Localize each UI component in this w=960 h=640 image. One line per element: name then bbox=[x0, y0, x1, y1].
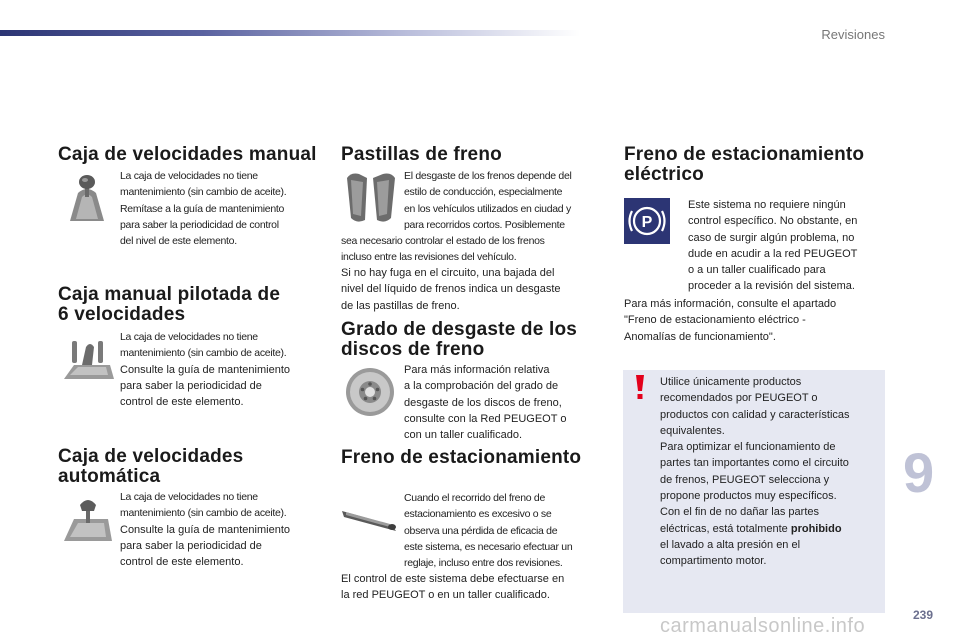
heading-manual-gearbox: Caja de velocidades manual bbox=[58, 144, 317, 165]
automatic-gearbox-text: La caja de velocidades no tiene mantenimiento (sin cambio de aceite). Consulte la guía de mantenimiento para saber la periodicidad de control de este elemento. bbox=[120, 491, 290, 569]
manual-gear-lever-icon bbox=[62, 173, 112, 225]
manual-gearbox-text: La caja de velocidades no tiene mantenimiento (sin cambio de aceite). Remítase a la guía de mantenimiento para saber la periodicidad de control del nivel de este elemento. bbox=[120, 170, 287, 248]
electric-parking-brake-text: Este sistema no requiere ningún control específico. No obstante, en caso de surgir algún problema, no dude en acudir a la red PEUGEOT o a un taller cualificado para proceder a la revisión del sistema. bbox=[688, 199, 858, 293]
automatic-gear-lever-icon bbox=[60, 493, 114, 545]
electric-parking-brake-icon bbox=[624, 198, 670, 244]
warning-text: Utilice únicamente productos recomendados por PEUGEOT o productos con calidad y características equivalentes. Para optimizar el funcionamiento de partes tan importantes como el circuito de frenos, PEUGEOT selecciona y propone productos muy específicos. Con el fin de no dañar las partes eléctricas, está totalmente prohibido el lavado a alta presión en el compartimento motor. bbox=[660, 376, 850, 568]
electric-parking-brake-more-info: Para más información, consulte el apartado "Freno de estacionamiento eléctrico - Anomalías de funcionamiento". bbox=[624, 298, 837, 343]
heading-brake-discs: Grado de desgaste de los discos de freno bbox=[341, 319, 578, 360]
heading-electric-parking-brake: Freno de estacionamiento eléctrico bbox=[624, 144, 865, 185]
page-number: 239 bbox=[913, 608, 934, 622]
pilotada-gear-lever-icon bbox=[60, 335, 116, 383]
section-title: Revisiones bbox=[821, 27, 885, 42]
exclamation-warning-icon bbox=[633, 374, 647, 400]
prohibited-emphasis: prohibido bbox=[790, 522, 842, 535]
brake-discs-text: Para más información relativa a la comprobación del grado de desgaste de los discos de freno, consulte con la Red PEUGEOT o con un taller cualificado. bbox=[404, 364, 567, 442]
watermark: carmanualsonline.info bbox=[660, 615, 866, 637]
parking-brake-text: Cuando el recorrido del freno de estacionamiento es excesivo o se observa una pérdida de eficacia de este sistema, es necesario efectuar un reglaje, incluso entre dos revisiones. bbox=[404, 492, 573, 570]
svg-text:P: P bbox=[641, 214, 653, 231]
parking-brake-control-text: El control de este sistema debe efectuarse en la red PEUGEOT o en un taller cualificado. bbox=[341, 573, 565, 602]
parking-brake-lever-icon bbox=[340, 503, 398, 533]
heading-pilotada-gearbox: Caja manual pilotada de 6 velocidades bbox=[58, 284, 281, 325]
brake-fluid-text: Si no hay fuga en el circuito, una bajada del nivel del líquido de frenos indica un desgaste de las pastillas de freno. bbox=[341, 267, 561, 312]
chapter-number: 9 bbox=[903, 441, 935, 504]
brake-disc-icon bbox=[344, 366, 396, 418]
heading-parking-brake: Freno de estacionamiento bbox=[341, 447, 582, 468]
heading-automatic-gearbox: Caja de velocidades automática bbox=[58, 446, 244, 487]
heading-brake-pads: Pastillas de freno bbox=[341, 144, 502, 165]
header-bar bbox=[0, 30, 580, 36]
pilotada-gearbox-text: La caja de velocidades no tiene mantenimiento (sin cambio de aceite). Consulte la guía de mantenimiento para saber la periodicidad de control de este elemento. bbox=[120, 331, 290, 409]
brake-pads-text: El desgaste de los frenos depende del estilo de conducción, especialmente en los vehículos utilizados en ciudad y para recorridos cortos. Posiblemente sea necesario controlar el estado de los frenos incluso entre las revisiones del vehículo. bbox=[341, 170, 572, 264]
